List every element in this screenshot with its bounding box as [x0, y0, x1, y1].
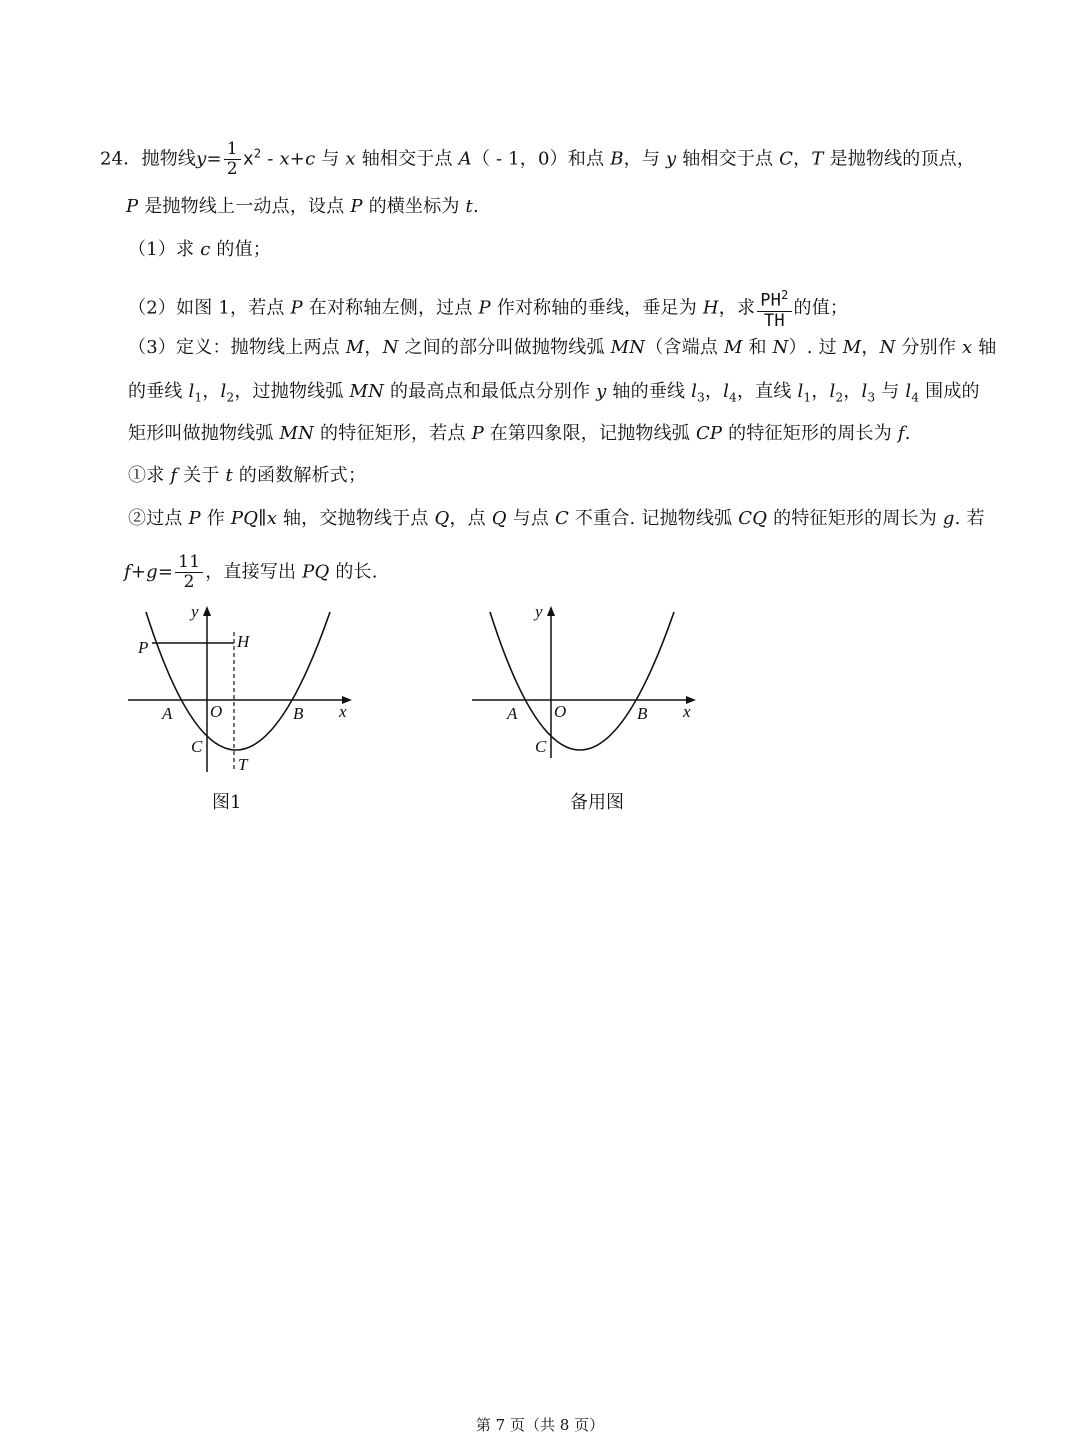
figure-1: [120, 600, 360, 785]
label-t: T: [238, 755, 248, 774]
label-y: y: [191, 602, 199, 621]
part-2: （2）如图 1，若点 P 在对称轴左侧，过点 P 作对称轴的垂线，垂足为 H，求 $\frac{PH^2}{TH}$ 的值；: [128, 288, 849, 331]
part-3-line-3: 矩形叫做抛物线弧 MN 的特征矩形，若点 P 在第四象限，记抛物线弧 CP 的特征矩形的周长为 f.: [128, 423, 911, 444]
label-b: B: [293, 704, 304, 723]
label-c: C: [191, 737, 203, 756]
sub-question-2-line-1: ②过点 P 作 PQ∥x 轴，交抛物线于点 Q，点 Q 与点 C 不重合. 记抛物线弧 CQ 的特征矩形的周长为 g. 若: [128, 508, 985, 529]
label-x: x: [683, 702, 691, 721]
question-line-1: 24．抛物线y= $\frac{1}{2}$ $x^2 - x+c$ 与 x 轴相交于点 A（ - 1，0）和点 B，与 y 轴相交于点 C，T 是抛物线的顶点，: [100, 139, 976, 179]
sub-question-2-line-2: f+g= $\frac{11}{2}$ ，直接写出 PQ 的长.: [124, 552, 378, 592]
fraction-ph2-over-th: $\frac{PH^2}{TH}$: [757, 286, 791, 331]
label-o: O: [554, 702, 567, 721]
fraction-one-half: $\frac{1}{2}$: [224, 140, 241, 179]
question-number: 24．: [100, 148, 142, 170]
label-p: P: [138, 638, 149, 657]
question-line-2: P 是抛物线上一动点，设点 P 的横坐标为 t.: [126, 196, 479, 217]
label-a: A: [507, 704, 518, 723]
label-a: A: [162, 704, 173, 723]
label-c: C: [535, 737, 547, 756]
figure-2-caption: 备用图: [570, 792, 624, 813]
y-axis-arrow: [547, 606, 555, 616]
part-3-line-2: 的垂线 $l_1$，$l_2$，过抛物线弧 MN 的最高点和最低点分别作 y 轴的垂线 $l_3$，$l_4$，直线 $l_1$，$l_2$，$l_3$ 与 $l_4$ 围成的: [128, 381, 980, 405]
page-footer: 第 7 页（共 8 页）: [475, 1416, 605, 1434]
part-3-line-1: （3）定义：抛物线上两点 M，N 之间的部分叫做抛物线弧 MN（含端点 M 和 N）. 过 M，N 分别作 x 轴: [128, 337, 997, 358]
part-1: （1）求 c 的值；: [128, 239, 271, 260]
label-y: y: [535, 602, 543, 621]
fraction-eleven-halves: $\frac{11}{2}$: [175, 553, 203, 592]
figure-2: [465, 600, 705, 770]
label-h: H: [237, 632, 250, 651]
parabola-curve: [490, 612, 674, 750]
label-x: x: [339, 702, 347, 721]
label-b: B: [637, 704, 648, 723]
y-axis-arrow: [203, 606, 211, 616]
label-o: O: [210, 702, 223, 721]
figure-1-caption: 图1: [212, 792, 242, 813]
sub-question-1: ①求 f 关于 t 的函数解析式；: [128, 465, 367, 486]
